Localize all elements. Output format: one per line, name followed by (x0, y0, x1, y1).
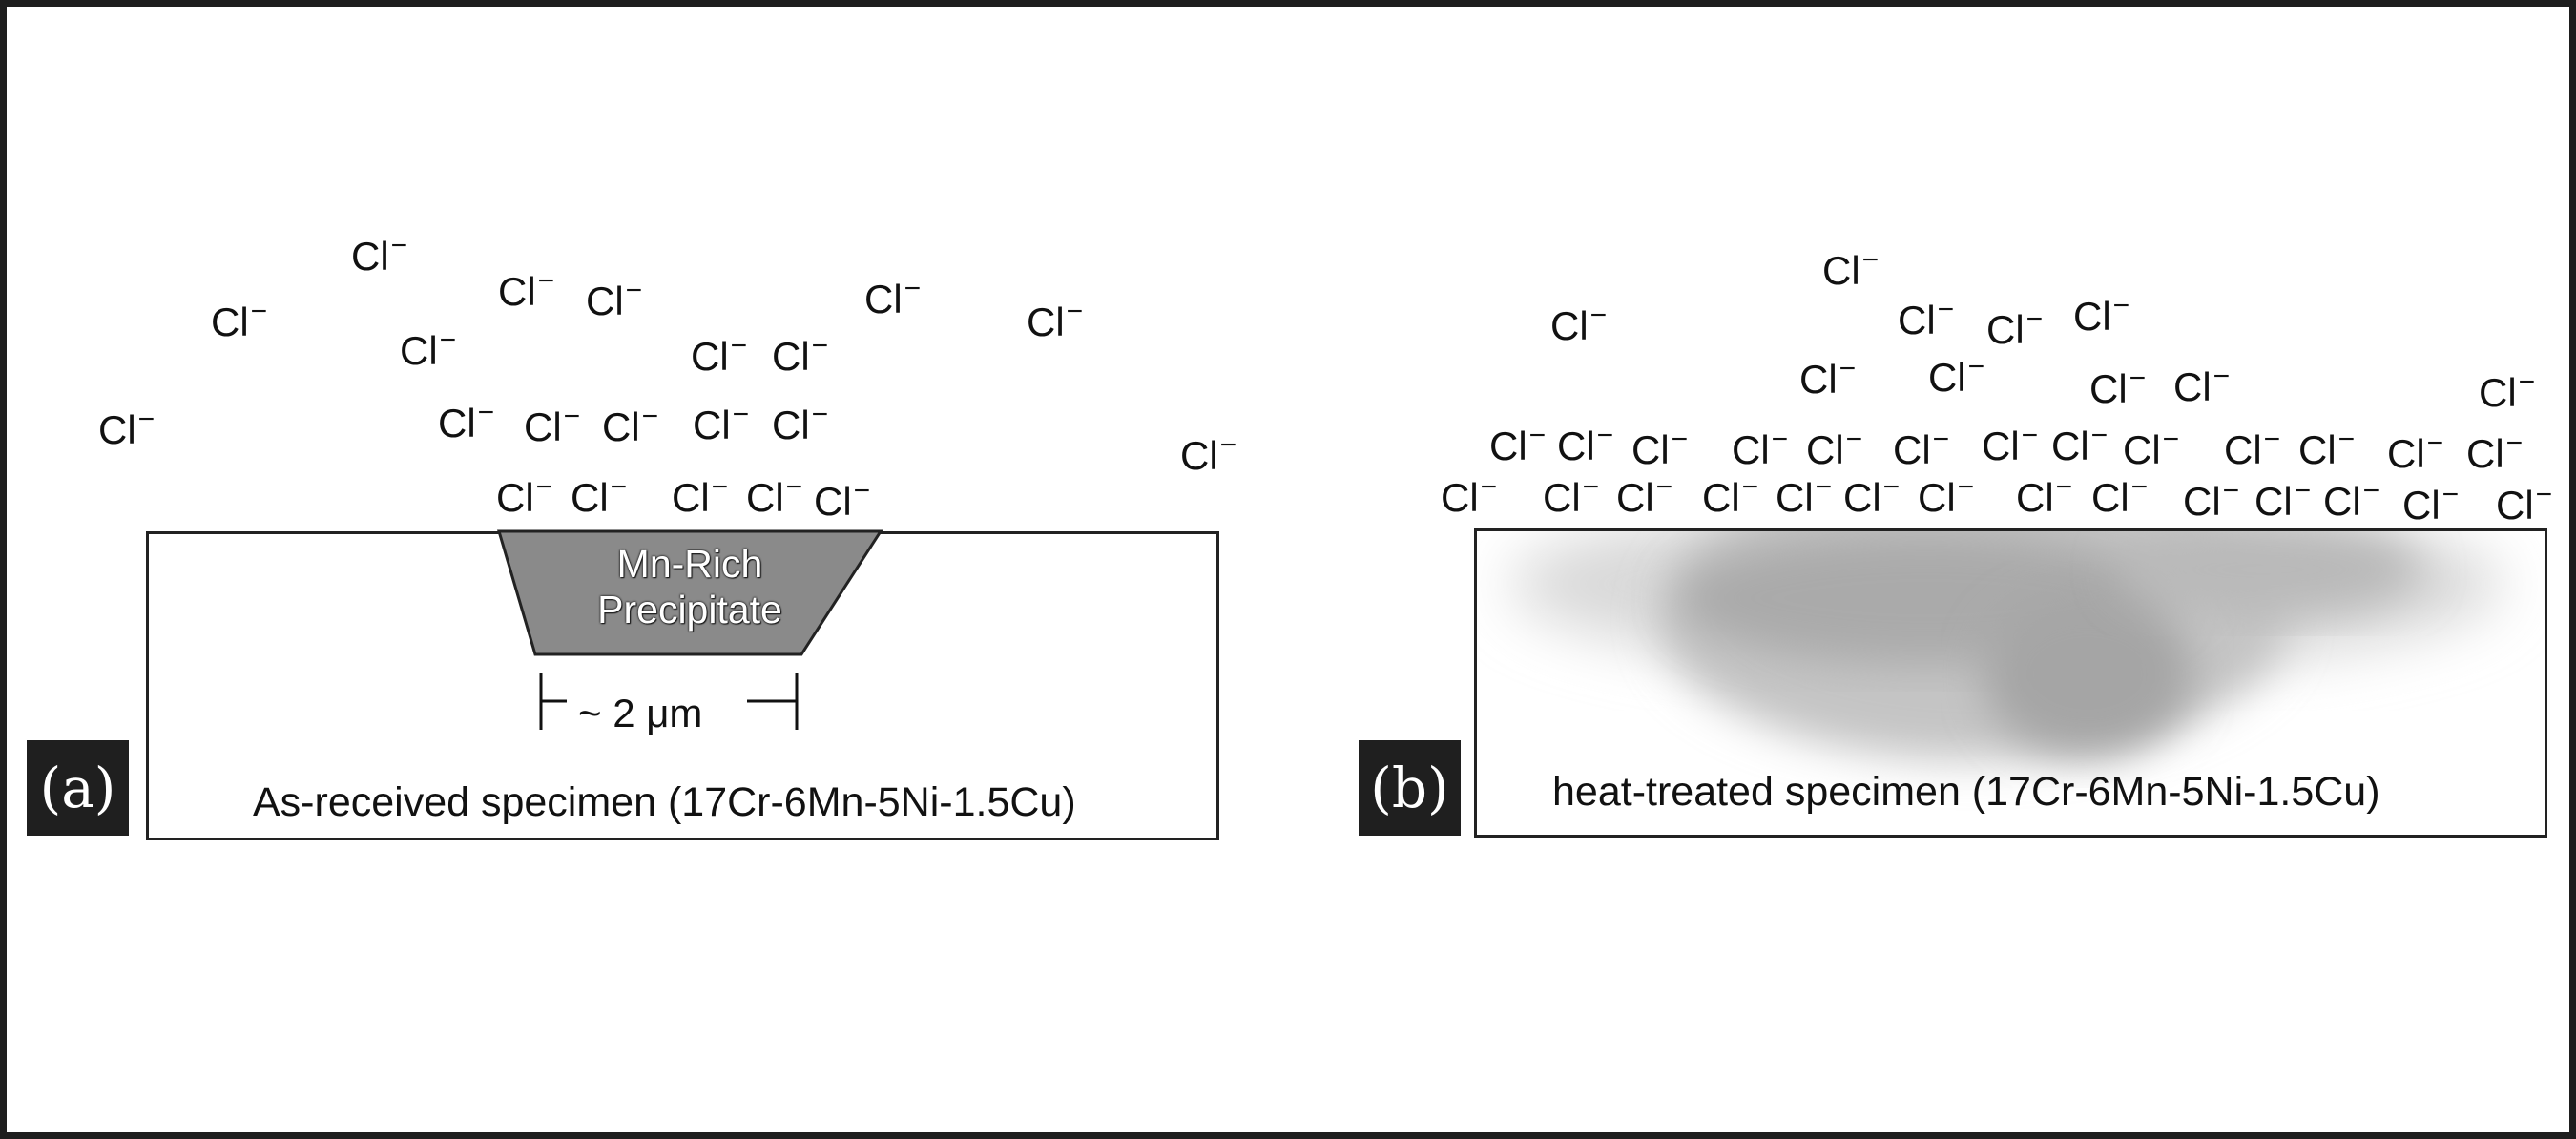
chloride-ion: Cl− (693, 399, 750, 447)
chloride-ion: Cl− (1799, 353, 1857, 402)
chloride-ion: Cl− (2387, 427, 2444, 476)
chloride-ion: Cl− (1489, 420, 1547, 468)
chloride-ion: Cl− (864, 273, 922, 321)
scale-bar-label: ~ 2 μm (578, 691, 703, 735)
chloride-ion: Cl− (1616, 471, 1673, 520)
precipitate-label-line2: Precipitate (597, 588, 782, 632)
panel-label-a: (a) (27, 740, 129, 836)
precipitate-label (504, 541, 876, 632)
chloride-ion: Cl− (1982, 420, 2039, 468)
panel-label-b: (b) (1359, 740, 1461, 836)
chloride-ion: Cl− (1822, 244, 1880, 293)
chloride-ion: Cl− (2254, 475, 2312, 524)
chloride-ion: Cl− (400, 324, 457, 373)
chloride-ion: Cl− (2323, 475, 2380, 524)
chloride-ion: Cl− (2496, 479, 2553, 528)
chloride-ion: Cl− (672, 471, 729, 520)
chloride-ion: Cl− (746, 471, 803, 520)
chloride-ion: Cl− (2173, 361, 2231, 409)
chloride-ion: Cl− (1557, 420, 1614, 468)
chloride-ion: Cl− (1843, 471, 1901, 520)
chloride-ion: Cl− (496, 471, 553, 520)
chloride-ion: Cl− (1928, 351, 1985, 400)
chloride-ion: Cl− (2123, 424, 2180, 472)
chloride-ion: Cl− (2073, 290, 2130, 339)
chloride-ion: Cl− (2051, 420, 2109, 468)
precipitate-label-line1: Mn-Rich (616, 542, 763, 586)
chloride-ion: Cl− (1702, 471, 1759, 520)
chloride-ion: Cl− (98, 404, 156, 452)
chloride-ion: Cl− (2402, 479, 2460, 528)
chloride-ion: Cl− (772, 330, 829, 379)
chloride-ion: Cl− (1918, 471, 1975, 520)
chloride-ion: Cl− (1027, 296, 1084, 344)
chloride-ion: Cl− (1180, 429, 1237, 478)
caption-b: heat-treated specimen (17Cr-6Mn-5Ni-1.5Cu) (1552, 769, 2380, 815)
chloride-ion: Cl− (498, 265, 555, 314)
chloride-ion: Cl− (524, 401, 581, 449)
chloride-ion: Cl− (211, 296, 268, 344)
chloride-ion: Cl− (1806, 424, 1863, 472)
chloride-ion: Cl− (2224, 424, 2281, 472)
chloride-ion: Cl− (772, 399, 829, 447)
chloride-ion: Cl− (1893, 424, 1950, 472)
chloride-ion: Cl− (2298, 424, 2356, 472)
chloride-ion: Cl− (438, 397, 495, 445)
chloride-ion: Cl− (1550, 300, 1608, 348)
chloride-ion: Cl− (2091, 471, 2149, 520)
chloride-ion: Cl− (1898, 294, 1955, 342)
chloride-ion: Cl− (1986, 303, 2044, 352)
chloride-ion: Cl− (2089, 362, 2147, 411)
chloride-ion: Cl− (2016, 471, 2073, 520)
chloride-ion: Cl− (691, 330, 748, 379)
chloride-ion: Cl− (2466, 427, 2524, 476)
chloride-ion: Cl− (571, 471, 628, 520)
chloride-ion: Cl− (1441, 471, 1498, 520)
chloride-ion: Cl− (602, 401, 659, 449)
chloride-ion: Cl− (1631, 424, 1689, 472)
chloride-ion: Cl− (2183, 475, 2240, 524)
chloride-ion: Cl− (1776, 471, 1833, 520)
chloride-ion: Cl− (2479, 366, 2536, 415)
chloride-ion: Cl− (1543, 471, 1600, 520)
chloride-ion: Cl− (586, 275, 643, 323)
chloride-ion: Cl− (351, 230, 408, 279)
caption-a: As-received specimen (17Cr-6Mn-5Ni-1.5Cu) (253, 779, 1076, 825)
chloride-ion: Cl− (814, 475, 871, 524)
chloride-ion: Cl− (1732, 424, 1789, 472)
